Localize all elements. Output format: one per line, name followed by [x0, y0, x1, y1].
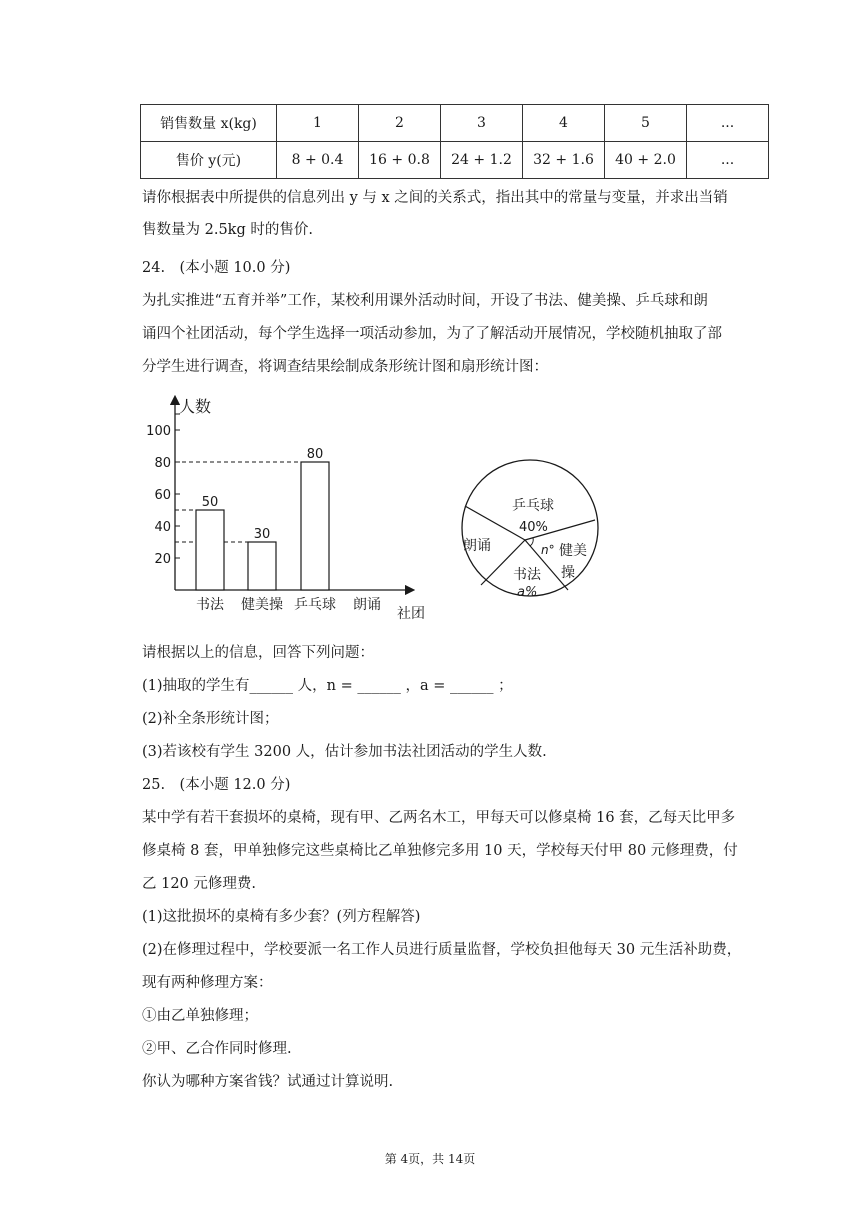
q25-sub-2: (2)在修理过程中，学校要派一名工作人员进行质量监督，学校负担他每天 30 元生活补助费，: [142, 942, 742, 958]
table-cell: 售价 y(元): [141, 142, 277, 179]
q24-paragraph-3: 分学生进行调查，将调查结果绘制成条形统计图和扇形统计图：: [142, 359, 548, 375]
table-cell: 24 + 1.2: [441, 142, 523, 179]
bar-value-label: 30: [253, 527, 271, 542]
category-label: 书法: [196, 597, 224, 613]
table-cell: 16 + 0.8: [359, 142, 441, 179]
y-tick-label: 100: [146, 424, 171, 439]
q25-header: 25. (本小题 12.0 分): [142, 777, 291, 793]
category-label: 朗诵: [353, 597, 381, 613]
q25-ending: 你认为哪种方案省钱？试通过计算说明.: [142, 1074, 394, 1090]
y-tick-label: 20: [154, 552, 171, 567]
table-cell: ...: [687, 142, 769, 179]
page-footer: 第 4页，共 14页: [384, 1152, 476, 1166]
pie-percent-pingpong: 40%: [519, 520, 548, 535]
table-cell: 3: [441, 105, 523, 142]
bar: [301, 462, 329, 590]
sales-table: [140, 104, 769, 179]
bar-value-label: 80: [306, 447, 324, 462]
q25-paragraph-1: 某中学有若干套损坏的桌椅，现有甲、乙两名木工，甲每天可以修桌椅 16 套，乙每天比甲多: [142, 810, 736, 826]
q24-paragraph-1: 为扎实推进“五育并举”工作，某校利用课外活动时间，开设了书法、健美操、乒乓球和朗: [142, 293, 708, 309]
pie-label-aerobics-2: 操: [561, 565, 575, 581]
bar-value-label: 50: [201, 495, 219, 510]
pie-percent-aerobics: n°: [541, 543, 555, 557]
table-cell: 40 + 2.0: [605, 142, 687, 179]
table-cell: 销售数量 x(kg): [141, 105, 277, 142]
q23-line-2: 售数量为 2.5kg 时的售价.: [142, 222, 313, 238]
q24-sub-3: (3)若该校有学生 3200 人，估计参加书法社团活动的学生人数.: [142, 744, 547, 760]
table-cell: 1: [277, 105, 359, 142]
y-tick-label: 60: [154, 488, 171, 503]
y-tick-label: 40: [154, 520, 171, 535]
category-label: 健美操: [241, 597, 283, 613]
q25-paragraph-3: 乙 120 元修理费.: [142, 876, 257, 892]
table-row: [141, 105, 769, 142]
q24-sub-1: (1)抽取的学生有______ 人，n = ______ ，a = ______ ；: [142, 678, 513, 694]
q25-sub-1: (1)这批损坏的桌椅有多少套？(列方程解答): [142, 909, 421, 925]
pie-percent-calligraphy: a%: [517, 585, 538, 600]
q24-paragraph-2: 诵四个社团活动，每个学生选择一项活动参加，为了了解活动开展情况，学校随机抽取了部: [142, 326, 722, 342]
bar-chart: [135, 390, 445, 625]
pie-label-aerobics: 健美: [559, 543, 587, 559]
bar: [196, 510, 224, 590]
q23-line-1: 请你根据表中所提供的信息列出 y 与 x 之间的关系式，指出其中的常量与变量，并求出当销: [142, 190, 728, 206]
q24-sub-2: (2)补全条形统计图；: [142, 711, 279, 727]
pie-label-calligraphy: 书法: [513, 567, 541, 583]
table-row: [141, 142, 769, 179]
table-cell: 8 + 0.4: [277, 142, 359, 179]
q25-option-2: ②甲、乙合作同时修理.: [142, 1041, 292, 1057]
x-axis-label: 社团: [397, 606, 425, 622]
table-cell: 4: [523, 105, 605, 142]
q25-sub-3: 现有两种修理方案：: [142, 975, 273, 991]
table-cell: 2: [359, 105, 441, 142]
table-cell: 32 + 1.6: [523, 142, 605, 179]
table-cell: 5: [605, 105, 687, 142]
y-tick-label: 80: [154, 456, 171, 471]
q24-ask: 请根据以上的信息，回答下列问题：: [142, 645, 374, 661]
bar: [248, 542, 276, 590]
q25-option-1: ①由乙单独修理；: [142, 1008, 258, 1024]
q25-paragraph-2: 修桌椅 8 套，甲单独修完这些桌椅比乙单独修完多用 10 天，学校每天付甲 80 元修理费，付: [142, 843, 738, 859]
pie-label-recitation: 朗诵: [463, 538, 491, 554]
category-label: 乒乓球: [294, 597, 336, 613]
pie-chart: [455, 448, 605, 608]
q24-header: 24. (本小题 10.0 分): [142, 260, 291, 276]
y-axis-label: 人数: [179, 397, 212, 416]
pie-label-pingpong: 乒乓球: [512, 498, 554, 514]
table-cell: ...: [687, 105, 769, 142]
